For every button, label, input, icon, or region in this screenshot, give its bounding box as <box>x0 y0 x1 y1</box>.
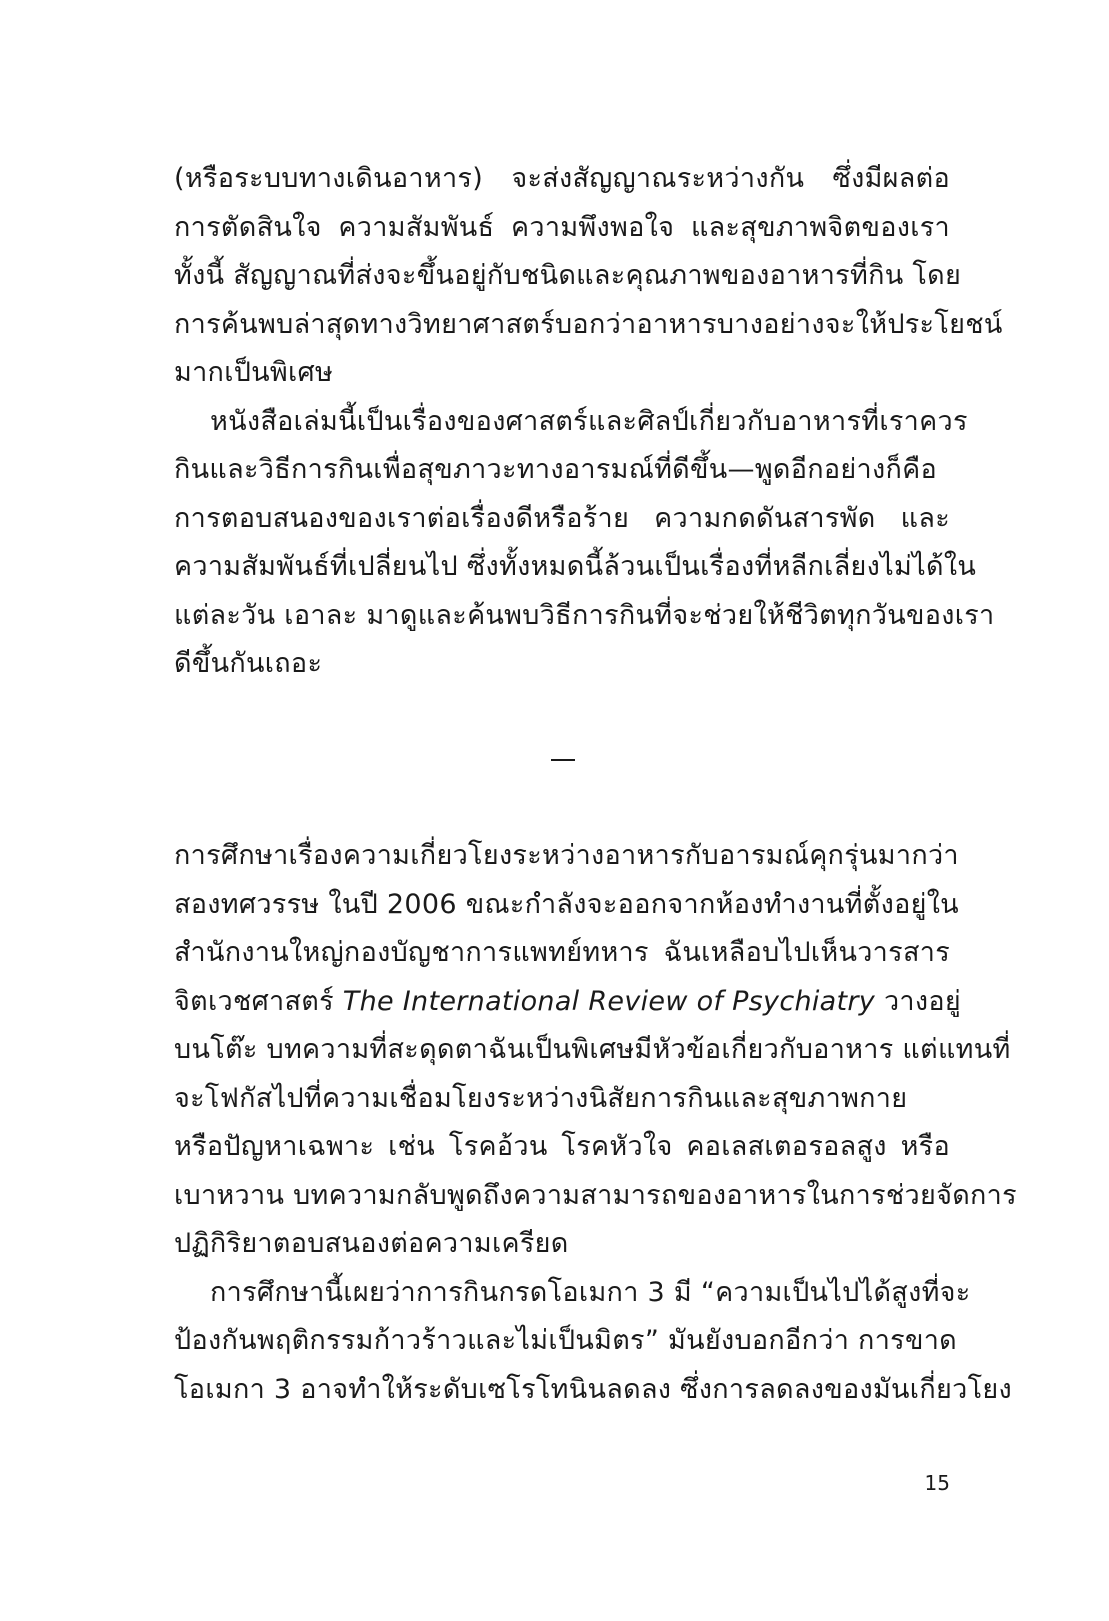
text-line: ทั้งนี้ สัญญาณที่ส่งจะขึ้นอยู่กับชนิดและคุณภาพของอาหารที่กิน โดย <box>174 260 962 291</box>
paragraph-block-2 <box>174 832 1017 1414</box>
text-line: หนังสือเล่มนี้เป็นเรื่องของศาสตร์และศิลป์เกี่ยวกับอาหารที่เราควร <box>210 405 968 437</box>
journal-suffix: วางอยู่ <box>875 985 962 1017</box>
text-line: การศึกษานี้เผยว่าการกินกรดโอเมกา 3 มี “ความเป็นไปได้สูงที่จะ <box>210 1276 971 1308</box>
journal-title: The International Review of Psychiatry <box>342 985 876 1017</box>
page-number: 15 <box>924 1471 950 1495</box>
paragraph-block-1 <box>174 155 1003 689</box>
text-line: ดีขึ้นกันเถอะ <box>174 648 323 679</box>
text-line: บนโต๊ะ บทความที่สะดุดตาฉันเป็นพิเศษมีหัวข้อเกี่ยวกับอาหาร แต่แทนที่ <box>174 1034 1011 1065</box>
text-line: การค้นพบล่าสุดทางวิทยาศาสตร์บอกว่าอาหารบางอย่างจะให้ประโยชน์ <box>174 308 1003 340</box>
text-line: สองทศวรรษ ในปี 2006 ขณะกำลังจะออกจากห้องทำงานที่ตั้งอยู่ใน <box>174 888 959 920</box>
text-line: สำนักงานใหญ่กองบัญชาการแพทย์ทหาร ฉันเหลือบไปเห็นวารสาร <box>174 937 950 968</box>
text-line: เบาหวาน บทความกลับพูดถึงความสามารถของอาหารในการช่วยจัดการ <box>174 1179 1017 1211</box>
text-line: ความสัมพันธ์ที่เปลี่ยนไป ซึ่งทั้งหมดนี้ล้วนเป็นเรื่องที่หลีกเลี่ยงไม่ได้ใน <box>174 551 977 582</box>
text-line: ปฏิกิริยาตอบสนองต่อความเครียด <box>174 1228 569 1259</box>
text-line: แต่ละวัน เอาละ มาดูและค้นพบวิธีการกินที่จะช่วยให้ชีวิตทุกวันของเรา <box>174 599 995 631</box>
journal-prefix: จิตเวชศาสตร์ <box>174 985 343 1017</box>
text-line: การตอบสนองของเราต่อเรื่องดีหรือร้าย ความกดดันสารพัด และ <box>174 502 950 534</box>
journal-line <box>174 978 962 1027</box>
text-line: มากเป็นพิเศษ <box>174 357 334 388</box>
text-line: การศึกษาเรื่องความเกี่ยวโยงระหว่างอาหารกับอารมณ์คุกรุ่นมากว่า <box>174 840 959 871</box>
text-line: ป้องกันพฤติกรรมก้าวร้าวและไม่เป็นมิตร” มันยังบอกอีกว่า การขาด <box>174 1325 958 1356</box>
text-line: การตัดสินใจ ความสัมพันธ์ ความพึงพอใจ และสุขภาพจิตของเรา <box>174 211 950 243</box>
section-separator <box>551 759 575 761</box>
text-line: โอเมกา 3 อาจทำให้ระดับเซโรโทนินลดลง ซึ่งการลดลงของมันเกี่ยวโยง <box>174 1373 1012 1405</box>
text-line: หรือปัญหาเฉพาะ เช่น โรคอ้วน โรคหัวใจ คอเลสเตอรอลสูง หรือ <box>174 1131 950 1162</box>
text-line: จะโฟกัสไปที่ความเชื่อมโยงระหว่างนิสัยการกินและสุขภาพกาย <box>174 1082 908 1114</box>
text-line: (หรือระบบทางเดินอาหาร) จะส่งสัญญาณระหว่างกัน ซึ่งมีผลต่อ <box>174 163 950 194</box>
text-line: กินและวิธีการกินเพื่อสุขภาวะทางอารมณ์ที่ดีขึ้น—พูดอีกอย่างก็คือ <box>174 454 938 485</box>
